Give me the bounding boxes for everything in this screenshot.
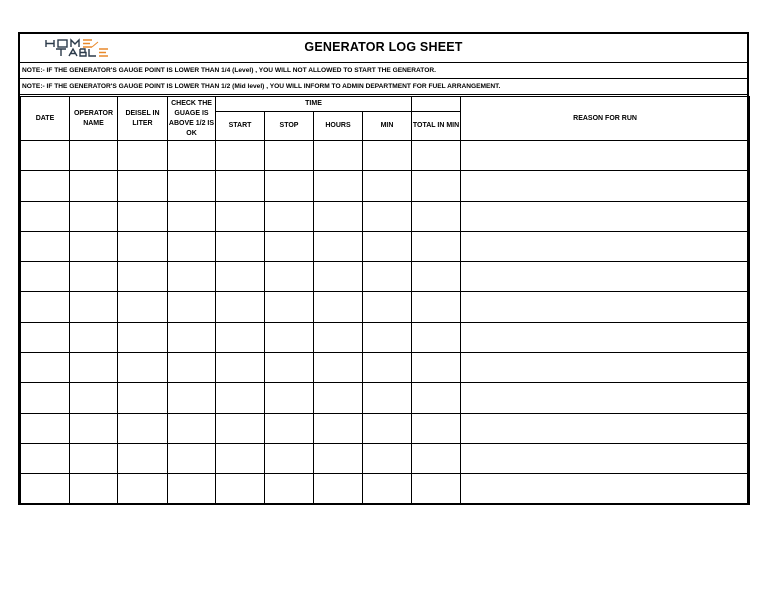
cell-start[interactable] bbox=[216, 171, 265, 201]
cell-min[interactable] bbox=[363, 353, 412, 383]
cell-operator[interactable] bbox=[70, 171, 118, 201]
cell-total-min[interactable] bbox=[412, 443, 461, 473]
cell-hours[interactable] bbox=[314, 201, 363, 231]
cell-operator[interactable] bbox=[70, 353, 118, 383]
cell-date[interactable] bbox=[21, 262, 70, 292]
table-row bbox=[21, 141, 750, 171]
cell-total-min[interactable] bbox=[412, 201, 461, 231]
cell-stop[interactable] bbox=[265, 292, 314, 322]
cell-hours[interactable] bbox=[314, 383, 363, 413]
col-header-date: DATE bbox=[21, 97, 70, 141]
cell-hours[interactable] bbox=[314, 353, 363, 383]
cell-hours[interactable] bbox=[314, 322, 363, 352]
cell-total-min[interactable] bbox=[412, 292, 461, 322]
cell-total-min[interactable] bbox=[412, 353, 461, 383]
table-row bbox=[21, 353, 750, 383]
log-sheet bbox=[18, 32, 749, 505]
cell-date[interactable] bbox=[21, 171, 70, 201]
cell-diesel[interactable] bbox=[118, 141, 168, 171]
cell-stop[interactable] bbox=[265, 443, 314, 473]
cell-date[interactable] bbox=[21, 474, 70, 504]
col-header-stop: STOP bbox=[265, 112, 314, 141]
cell-min[interactable] bbox=[363, 443, 412, 473]
cell-stop[interactable] bbox=[265, 141, 314, 171]
cell-hours[interactable] bbox=[314, 443, 363, 473]
cell-stop[interactable] bbox=[265, 383, 314, 413]
cell-gauge-check[interactable] bbox=[168, 353, 216, 383]
cell-diesel[interactable] bbox=[118, 171, 168, 201]
cell-operator[interactable] bbox=[70, 413, 118, 443]
cell-gauge-check[interactable] bbox=[168, 262, 216, 292]
cell-operator[interactable] bbox=[70, 201, 118, 231]
cell-total-min[interactable] bbox=[412, 413, 461, 443]
table-row bbox=[21, 201, 750, 231]
cell-min[interactable] bbox=[363, 292, 412, 322]
cell-gauge-check[interactable] bbox=[168, 474, 216, 504]
cell-total-min[interactable] bbox=[412, 262, 461, 292]
table-header-row bbox=[21, 97, 750, 112]
cell-reason[interactable] bbox=[461, 141, 750, 171]
cell-gauge-check[interactable] bbox=[168, 443, 216, 473]
cell-gauge-check[interactable] bbox=[168, 322, 216, 352]
cell-stop[interactable] bbox=[265, 322, 314, 352]
cell-stop[interactable] bbox=[265, 474, 314, 504]
cell-start[interactable] bbox=[216, 262, 265, 292]
cell-min[interactable] bbox=[363, 171, 412, 201]
cell-stop[interactable] bbox=[265, 413, 314, 443]
cell-reason[interactable] bbox=[461, 353, 750, 383]
cell-diesel[interactable] bbox=[118, 413, 168, 443]
col-header-operator: OPERATOR NAME bbox=[70, 97, 118, 141]
log-table-body bbox=[21, 141, 750, 505]
cell-gauge-check[interactable] bbox=[168, 413, 216, 443]
cell-gauge-check[interactable] bbox=[168, 231, 216, 261]
cell-min[interactable] bbox=[363, 141, 412, 171]
cell-gauge-check[interactable] bbox=[168, 383, 216, 413]
cell-diesel[interactable] bbox=[118, 262, 168, 292]
cell-reason[interactable] bbox=[461, 474, 750, 504]
cell-min[interactable] bbox=[363, 322, 412, 352]
cell-min[interactable] bbox=[363, 413, 412, 443]
cell-operator[interactable] bbox=[70, 474, 118, 504]
col-header-time-group: TIME bbox=[216, 97, 412, 112]
cell-hours[interactable] bbox=[314, 413, 363, 443]
cell-start[interactable] bbox=[216, 201, 265, 231]
cell-diesel[interactable] bbox=[118, 292, 168, 322]
col-header-start: START bbox=[216, 112, 265, 141]
col-header-total-min: TOTAL IN MIN bbox=[412, 112, 461, 141]
cell-reason[interactable] bbox=[461, 231, 750, 261]
cell-reason[interactable] bbox=[461, 171, 750, 201]
table-row bbox=[21, 171, 750, 201]
cell-start[interactable] bbox=[216, 292, 265, 322]
cell-total-min[interactable] bbox=[412, 383, 461, 413]
cell-min[interactable] bbox=[363, 201, 412, 231]
cell-diesel[interactable] bbox=[118, 474, 168, 504]
cell-date[interactable] bbox=[21, 231, 70, 261]
col-header-total-top bbox=[412, 97, 461, 112]
cell-gauge-check[interactable] bbox=[168, 171, 216, 201]
table-row bbox=[21, 322, 750, 352]
table-row bbox=[21, 231, 750, 261]
cell-gauge-check[interactable] bbox=[168, 201, 216, 231]
cell-operator[interactable] bbox=[70, 231, 118, 261]
cell-gauge-check[interactable] bbox=[168, 141, 216, 171]
cell-operator[interactable] bbox=[70, 443, 118, 473]
table-row bbox=[21, 413, 750, 443]
cell-hours[interactable] bbox=[314, 474, 363, 504]
cell-start[interactable] bbox=[216, 322, 265, 352]
cell-operator[interactable] bbox=[70, 383, 118, 413]
cell-reason[interactable] bbox=[461, 413, 750, 443]
col-header-min: MIN bbox=[363, 112, 412, 141]
sheet-header bbox=[20, 34, 747, 63]
cell-start[interactable] bbox=[216, 141, 265, 171]
cell-hours[interactable] bbox=[314, 262, 363, 292]
cell-operator[interactable] bbox=[70, 322, 118, 352]
table-row bbox=[21, 474, 750, 504]
cell-stop[interactable] bbox=[265, 353, 314, 383]
cell-diesel[interactable] bbox=[118, 353, 168, 383]
col-header-diesel: DEISEL IN LITER bbox=[118, 97, 168, 141]
cell-stop[interactable] bbox=[265, 231, 314, 261]
table-row bbox=[21, 292, 750, 322]
cell-diesel[interactable] bbox=[118, 322, 168, 352]
cell-start[interactable] bbox=[216, 474, 265, 504]
note-quarter-level: NOTE:- IF THE GENERATOR'S GAUGE POINT IS LOWER THAN 1/4 (Level) , YOU WILL NOT ALLOWED TO START THE GENERATOR. bbox=[20, 63, 747, 79]
cell-stop[interactable] bbox=[265, 201, 314, 231]
cell-diesel[interactable] bbox=[118, 231, 168, 261]
cell-reason[interactable] bbox=[461, 292, 750, 322]
cell-date[interactable] bbox=[21, 292, 70, 322]
cell-min[interactable] bbox=[363, 231, 412, 261]
cell-gauge-check[interactable] bbox=[168, 292, 216, 322]
cell-hours[interactable] bbox=[314, 231, 363, 261]
cell-min[interactable] bbox=[363, 262, 412, 292]
cell-hours[interactable] bbox=[314, 141, 363, 171]
cell-hours[interactable] bbox=[314, 292, 363, 322]
cell-hours[interactable] bbox=[314, 171, 363, 201]
cell-reason[interactable] bbox=[461, 322, 750, 352]
cell-start[interactable] bbox=[216, 353, 265, 383]
cell-operator[interactable] bbox=[70, 292, 118, 322]
cell-reason[interactable] bbox=[461, 201, 750, 231]
cell-date[interactable] bbox=[21, 443, 70, 473]
cell-total-min[interactable] bbox=[412, 171, 461, 201]
cell-reason[interactable] bbox=[461, 262, 750, 292]
cell-date[interactable] bbox=[21, 201, 70, 231]
generator-log-table bbox=[20, 96, 750, 505]
cell-total-min[interactable] bbox=[412, 322, 461, 352]
cell-operator[interactable] bbox=[70, 141, 118, 171]
cell-start[interactable] bbox=[216, 383, 265, 413]
cell-total-min[interactable] bbox=[412, 231, 461, 261]
cell-date[interactable] bbox=[21, 413, 70, 443]
cell-min[interactable] bbox=[363, 383, 412, 413]
cell-operator[interactable] bbox=[70, 262, 118, 292]
cell-date[interactable] bbox=[21, 353, 70, 383]
sheet-title: GENERATOR LOG SHEET bbox=[304, 40, 463, 54]
cell-date[interactable] bbox=[21, 383, 70, 413]
cell-total-min[interactable] bbox=[412, 141, 461, 171]
cell-date[interactable] bbox=[21, 322, 70, 352]
col-header-gauge-check: CHECK THE GUAGE IS ABOVE 1/2 IS OK bbox=[168, 97, 216, 141]
cell-reason[interactable] bbox=[461, 383, 750, 413]
cell-diesel[interactable] bbox=[118, 443, 168, 473]
col-header-reason: REASON FOR RUN bbox=[461, 97, 750, 141]
table-row bbox=[21, 443, 750, 473]
cell-total-min[interactable] bbox=[412, 474, 461, 504]
cell-start[interactable] bbox=[216, 413, 265, 443]
cell-stop[interactable] bbox=[265, 171, 314, 201]
cell-min[interactable] bbox=[363, 474, 412, 504]
cell-date[interactable] bbox=[21, 141, 70, 171]
cell-start[interactable] bbox=[216, 443, 265, 473]
cell-diesel[interactable] bbox=[118, 383, 168, 413]
cell-diesel[interactable] bbox=[118, 201, 168, 231]
cell-reason[interactable] bbox=[461, 443, 750, 473]
cell-start[interactable] bbox=[216, 231, 265, 261]
cell-stop[interactable] bbox=[265, 262, 314, 292]
col-header-hours: HOURS bbox=[314, 112, 363, 141]
table-row bbox=[21, 262, 750, 292]
note-mid-level: NOTE:- IF THE GENERATOR'S GAUGE POINT IS LOWER THAN 1/2 (Mid level) , YOU WILL INFORM TO ADMIN DEPARTMENT FOR FUEL ARRANGEMENT. bbox=[20, 79, 747, 95]
table-row bbox=[21, 383, 750, 413]
